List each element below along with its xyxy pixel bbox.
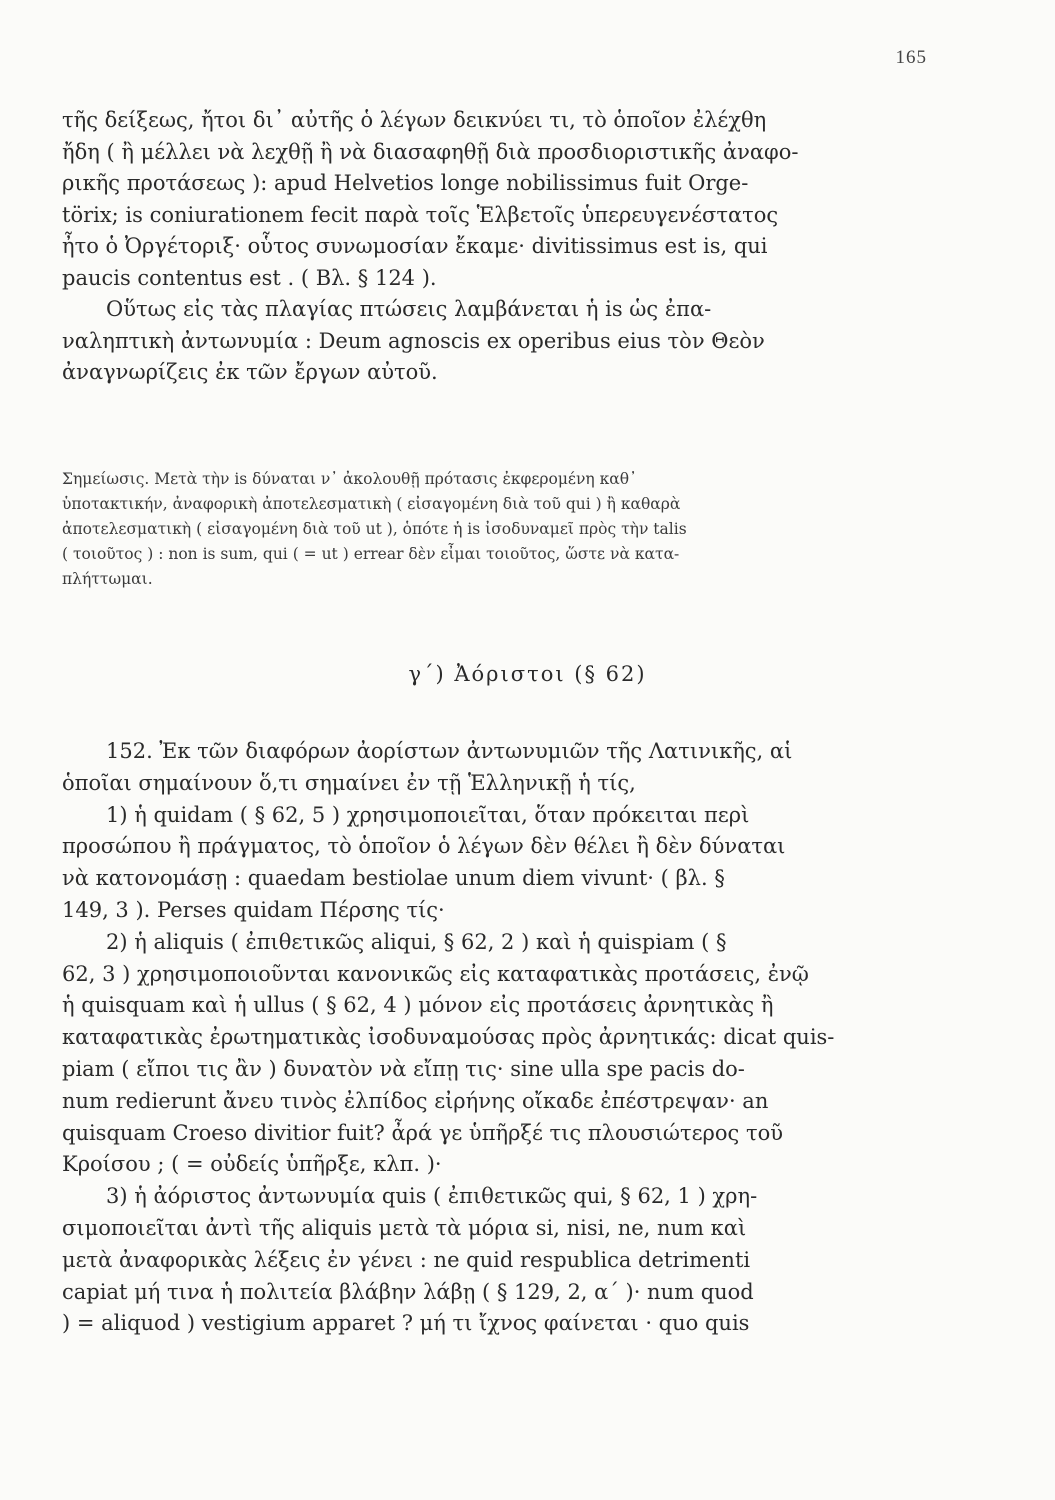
note-line: ἀποτελεσματικὴ ( εἰσαγομένη διὰ τοῦ ut ), ὁπότε ἡ is ἰσοδυναμεῖ πρὸς τὴν talis xyxy=(62,520,687,538)
text-line: paucis contentus est . ( Βλ. § 124 ). xyxy=(62,265,437,290)
section-heading: γ΄) Ἀόριστοι (§ 62) xyxy=(408,662,647,686)
section-body xyxy=(62,736,924,1340)
note-line: πλήττωμαι. xyxy=(62,570,153,588)
text-line: 3) ἡ ἀόριστος ἀντωνυμία quis ( ἐπιθετικῶς qui, § 62, 1 ) χρη- xyxy=(106,1184,758,1209)
text-line: 2) ἡ aliquis ( ἐπιθετικῶς aliqui, § 62, 2 ) καὶ ἡ quispiam ( § xyxy=(106,929,727,954)
text-line: καταφατικὰς ἐρωτηματικὰς ἰσοδυναμούσας πρὸς ἀρνητικάς: dicat quis- xyxy=(62,1025,835,1050)
text-line: num redierunt ἄνευ τινὸς ἐλπίδος εἰρήνης οἴκαδε ἐπέστρεψαν· an xyxy=(62,1088,769,1113)
text-line: ἀναγνωρίζεις ἐκ τῶν ἔργων αὐτοῦ. xyxy=(62,360,438,384)
page-number: 165 xyxy=(895,47,927,68)
text-line: ) = aliquod ) vestigium apparet ? μή τι ἴχνος φαίνεται · quo quis xyxy=(62,1311,750,1336)
note-line: ὑποτακτικήν, ἀναφορικὴ ἀποτελεσματικὴ ( εἰσαγομένη διὰ τοῦ qui ) ἢ καθαρὰ xyxy=(62,495,681,513)
text-line: quisquam Croeso divitior fuit? ἆρά γε ὑπῆρξέ τις πλουσιώτερος τοῦ xyxy=(62,1120,784,1145)
text-line: 152. Ἐκ τῶν διαφόρων ἀορίστων ἀντωνυμιῶν τῆς Λατινικῆς, αἱ xyxy=(106,739,793,763)
text-line: ρικῆς προτάσεως ): apud Helvetios longe nobilissimus fuit Orge- xyxy=(62,171,749,195)
text-line: σιμοποιεῖται ἀντὶ τῆς aliquis μετὰ τὰ μόρια si, nisi, ne, num καὶ xyxy=(62,1215,747,1240)
main-paragraph xyxy=(62,105,924,389)
note-line: ( τοιοῦτος ) : non is sum, qui ( = ut ) errear δὲν εἶμαι τοιοῦτος, ὥστε νὰ κατα- xyxy=(62,545,680,563)
text-line: 62, 3 ) χρησιμοποιοῦνται κανονικῶς εἰς καταφατικὰς προτάσεις, ἐνῷ xyxy=(62,961,809,986)
text-line: τῆς δείξεως, ἤτοι δι᾽ αὐτῆς ὁ λέγων δεικνύει τι, τὸ ὁποῖον ἐλέχθη xyxy=(62,108,767,132)
text-line: 1) ἡ quidam ( § 62, 5 ) χρησιμοποιεῖται, ὅταν πρόκειται περὶ xyxy=(106,802,750,827)
text-line: Κροίσου ; ( = οὐδείς ὑπῆρξε, κλπ. )· xyxy=(62,1152,442,1177)
text-line: 149, 3 ). Perses quidam Πέρσης τίς· xyxy=(62,897,445,922)
text-line: ὁποῖαι σημαίνουν ὅ,τι σημαίνει ἐν τῇ Ἑλληνικῇ ἡ τίς, xyxy=(62,770,636,795)
text-line: ἡ quisquam καὶ ἡ ullus ( § 62, 4 ) μόνον εἰς προτάσεις ἀρνητικὰς ἢ xyxy=(62,993,774,1018)
text-line: προσώπου ἢ πράγματος, τὸ ὁποῖον ὁ λέγων δὲν θέλει ἢ δὲν δύναται xyxy=(62,834,786,859)
note-paragraph xyxy=(62,467,924,592)
text-line: Οὕτως εἰς τὰς πλαγίας πτώσεις λαμβάνεται ἡ is ὡς ἐπα- xyxy=(106,297,712,321)
note-line: Σημείωσις. Μετὰ τὴν is δύναται ν᾽ ἀκολουθῇ πρότασις ἐκφερομένη καθ᾽ xyxy=(62,470,637,488)
text-line: ἤδη ( ἢ μέλλει νὰ λεχθῇ ἢ νὰ διασαφηθῇ διὰ προσδιοριστικῆς ἀναφο- xyxy=(62,139,799,164)
text-line: μετὰ ἀναφορικὰς λέξεις ἐν γένει : ne quid respublica detrimenti xyxy=(62,1247,751,1272)
text-line: ναληπτικὴ ἀντωνυμία : Deum agnoscis ex operibus eius τὸν Θεὸν xyxy=(62,328,765,353)
text-line: törix; is coniurationem fecit παρὰ τοῖς Ἑλβετοῖς ὑπερευγενέστατος xyxy=(62,202,779,227)
text-line: νὰ κατονομάσῃ : quaedam bestiolae unum diem vivunt· ( βλ. § xyxy=(62,866,725,891)
text-line: capiat μή τινα ἡ πολιτεία βλάβην λάβῃ ( § 129, 2, α΄ )· num quod xyxy=(62,1279,754,1304)
text-line: piam ( εἴποι τις ἂν ) δυνατὸν νὰ εἴπῃ τις· sine ulla spe pacis do- xyxy=(62,1056,745,1081)
text-line: ἦτο ὁ Ὀργέτοριξ· οὗτος συνωμοσίαν ἔκαμε· divitissimus est is, qui xyxy=(62,234,768,258)
